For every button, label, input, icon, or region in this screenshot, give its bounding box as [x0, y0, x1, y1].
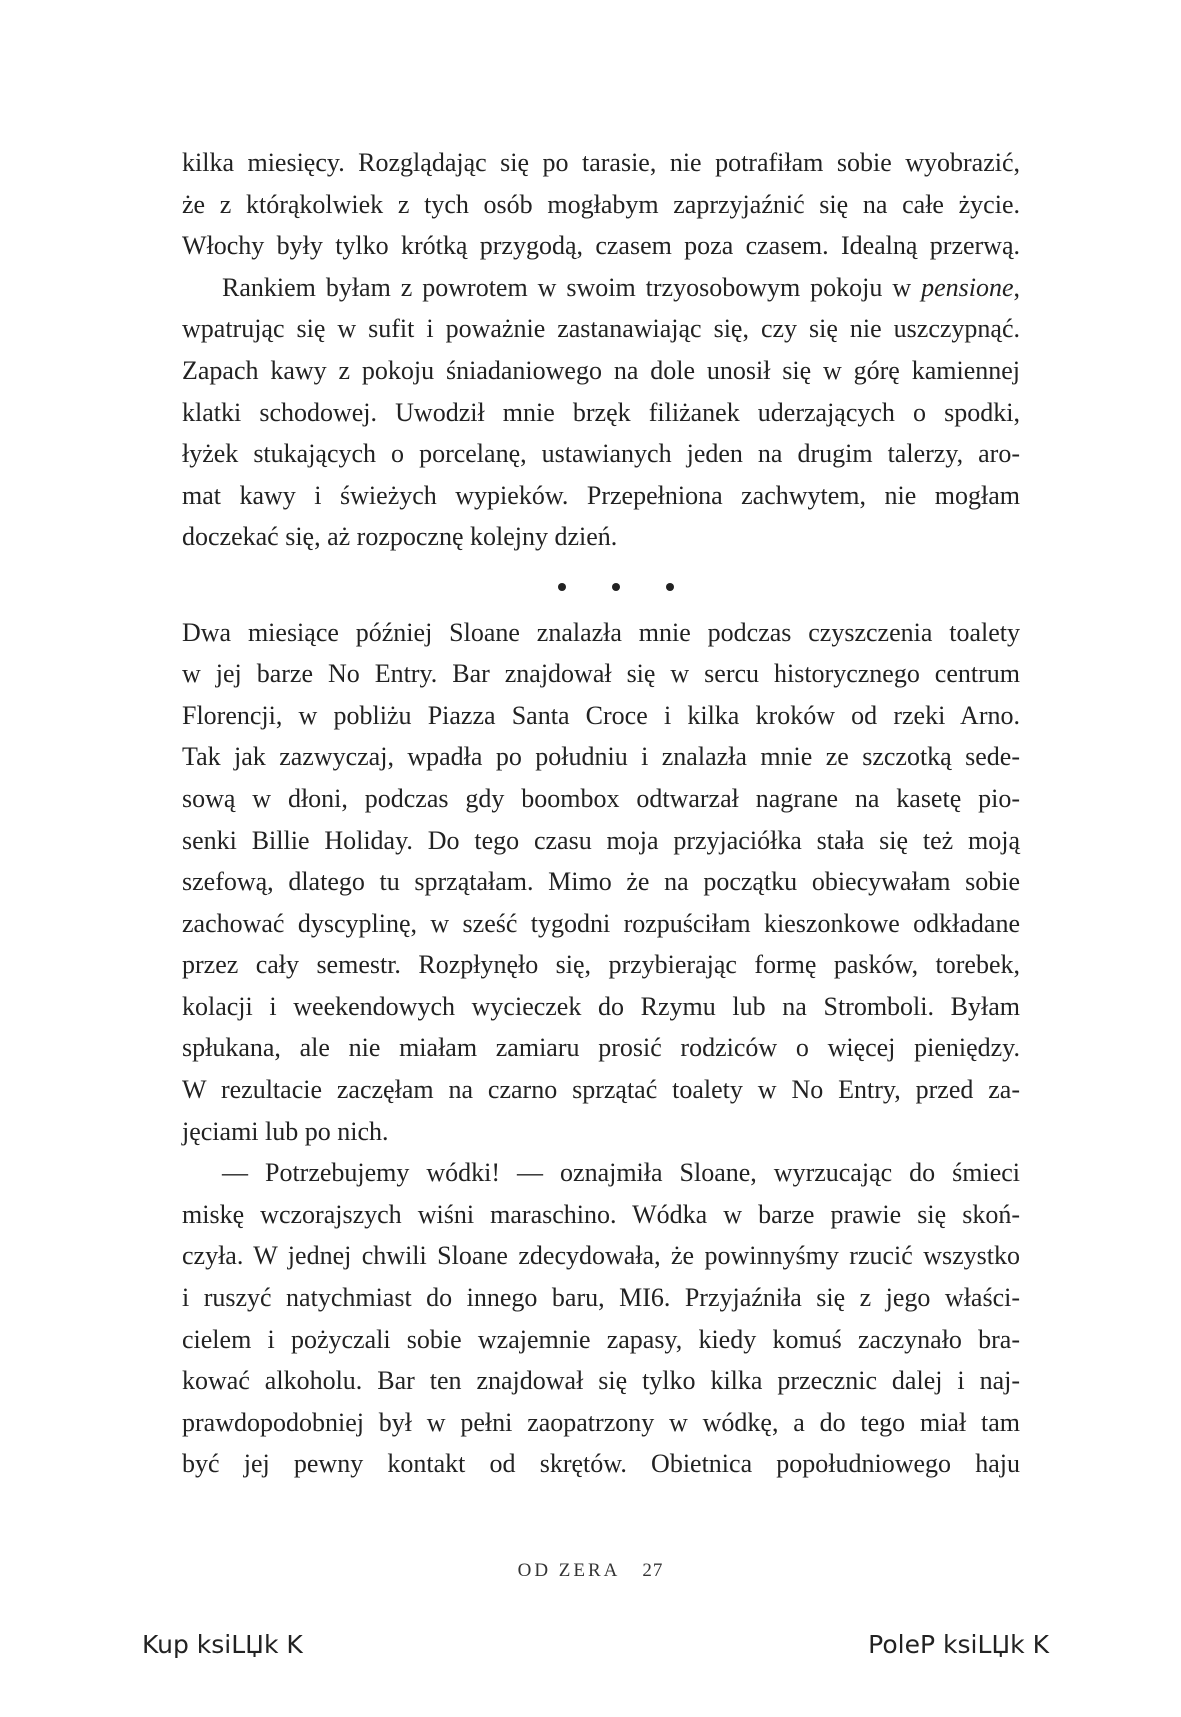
text-line: i ruszyć natychmiast do innego baru, MI6. Przyjaźniła się z jego właści- — [182, 1283, 1020, 1313]
text-line: szefową, dlatego tu sprzątałam. Mimo że na początku obiecywałam sobie — [182, 867, 1020, 897]
text-line: kować alkoholu. Bar ten znajdował się tylko kilka przecznic dalej i naj- — [182, 1366, 1020, 1396]
text-line: Tak jak zazwyczaj, wpadła po południu i znalazła mnie ze szczotką sede- — [182, 742, 1020, 772]
text-line: Zapach kawy z pokoju śniadaniowego na dole unosił się w górę kamiennej — [182, 355, 1020, 385]
section-separator — [182, 564, 1020, 606]
text-line: spłukana, ale nie miałam zamiaru prosić rodziców o więcej pieniędzy. — [182, 1033, 1020, 1063]
text-line: miskę wczorajszych wiśni maraschino. Wódka w barze prawie się skoń- — [182, 1199, 1020, 1229]
text-line: czyła. W jednej chwili Sloane zdecydowała, że powinnyśmy rzucić wszystko — [182, 1241, 1020, 1271]
text-line: Dwa miesiące później Sloane znalazła mnie podczas czyszczenia toalety — [182, 617, 1020, 647]
text-line: Florencji, w pobliżu Piazza Santa Croce i kilka kroków od rzeki Arno. — [182, 700, 1020, 730]
text-line: senki Billie Holiday. Do tego czasu moja przyjaciółka stała się też moją — [182, 825, 1020, 855]
paragraph-1 — [182, 142, 1020, 267]
separator-dot — [666, 583, 674, 591]
text-line: wpatrując się w sufit i poważnie zastanawiając się, czy się nie uszczypnąć. — [182, 314, 1020, 344]
text-line: kolacji i weekendowych wycieczek do Rzymu lub na Stromboli. Byłam — [182, 991, 1020, 1021]
paragraph-2 — [182, 267, 1020, 558]
text-line: Rankiem byłam z powrotem w swoim trzyosobowym pokoju w pensione, — [222, 272, 1020, 302]
text-line: jęciami lub po nich. — [182, 1116, 389, 1146]
text-line: w jej barze No Entry. Bar znajdował się w sercu historycznego centrum — [182, 659, 1020, 689]
text-line: kilka miesięcy. Rozglądając się po tarasie, nie potrafiłam sobie wyobrazić, — [182, 148, 1020, 177]
text-line: zachować dyscyplinę, w sześć tygodni rozpuściłam kieszonkowe odkładane — [182, 908, 1020, 938]
text-line: że z którąkolwiek z tych osób mogłabym zaprzyjaźnić się na całe życie. — [182, 189, 1020, 219]
separator-dot — [558, 583, 566, 591]
text-line: sową w dłoni, podczas gdy boombox odtwarzał nagrane na kasetę pio- — [182, 783, 1020, 813]
text-line: mat kawy i świeżych wypieków. Przepełniona zachwytem, nie mogłam — [182, 480, 1020, 510]
text-line: Włochy były tylko krótką przygodą, czasem poza czasem. Idealną przerwą. — [182, 231, 1020, 261]
text-line: doczekać się, aż rozpocznę kolejny dzień. — [182, 522, 618, 552]
text-line: przez cały semestr. Rozpłynęło się, przybierając formę pasków, torebek, — [182, 950, 1020, 980]
text-line: prawdopodobniej był w pełni zaopatrzony w wódkę, a do tego miał tam — [182, 1407, 1020, 1437]
page-body — [182, 142, 1020, 1485]
text-line: być jej pewny kontakt od skrętów. Obietnica popołudniowego haju — [182, 1449, 1020, 1479]
text-line: klatki schodowej. Uwodził mnie brzęk filiżanek uderzających o spodki, — [182, 397, 1020, 427]
page-footer — [0, 1560, 1181, 1582]
recommend-book-link[interactable]: PoleP ksiLЏk K — [868, 1630, 1049, 1659]
separator-dot — [612, 583, 620, 591]
text-line: W rezultacie zaczęłam na czarno sprzątać toalety w No Entry, przed za- — [182, 1075, 1020, 1105]
paragraph-3 — [182, 612, 1020, 1153]
text-line: — Potrzebujemy wódki! — oznajmiła Sloane, wyrzucając do śmieci — [222, 1158, 1020, 1188]
text-line: łyżek stukających o porcelanę, ustawianych jeden na drugim talerzy, aro- — [182, 439, 1020, 469]
page-number: 27 — [642, 1560, 664, 1581]
paragraph-4 — [182, 1152, 1020, 1485]
text-line: cielem i pożyczali sobie wzajemnie zapasy, kiedy komuś zaczynało bra- — [182, 1324, 1020, 1354]
buy-book-link[interactable]: Kup ksiLЏk K — [142, 1630, 303, 1659]
running-title: OD ZERA — [517, 1560, 621, 1581]
